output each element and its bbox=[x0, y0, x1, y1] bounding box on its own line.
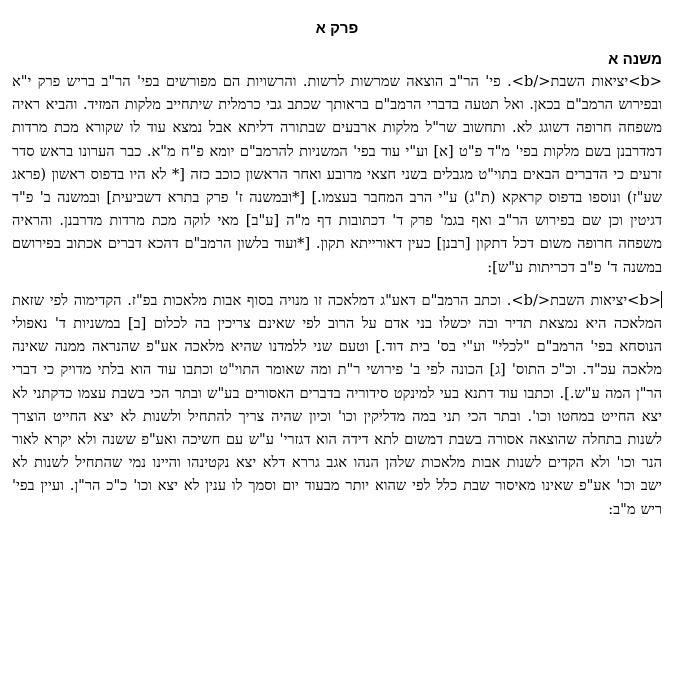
mishna-heading: משנה א bbox=[608, 51, 662, 68]
document-page bbox=[10, 10, 664, 521]
chapter-title: פרק א bbox=[315, 20, 359, 37]
commentary-paragraph-2-text: <b>יציאות השבת</b>. וכתב הרמב"ם דאע"ג דמלאכה זו מנויה בסוף אבות מלאכות בפ"ז. הקדימוה לפי שזאת המלאכה היא נמצאת תדיר ובה יכשלו בני אדם על הרוב לפי שאינם צריכין בה לכלום [ב] במשניות ד' נאפולי הנוסחא בפי' הרמב"ם "לכלי" וע"י בס' בית דוד.] וטעם שני ללמדנו שהיא מלאכה אע"פ שהנראה ממנה שאינה מלאכה עכ"ד. וכ"כ התוס' [ג] הכונה לפי ב' פירושי ר"ת ומה שאומר התוי"ט וכתבו עוד הוא בלתי מדויק כי דברי הר"ן המה ע"ש.]. וכתבו עוד דתנא בעי למינקט סידוריה בדברים האסורים בע"ש ובתר הכי בשבת עצמו כדקתני לא יצא החייט במחטו וכו'. ובתר הכי תני במה מדליקין וכו' וכיון שהיה צריך להתחיל ולשנות לא יצא החייט הוצרך לשנות בתחלה שהוצאה אסורה בשבת דמשום לתא דידה הוא דגזרי' ע"ש עם חשיכה ואע"פ ששנה ולא יקרא לאור הנר וכו' ולא הקדים לשנות אבות מלאכות שלהן הנהו אגב גררא דלא יצא נקטינהו והיינו נמי שהתחיל לשנות לא ישב וכו' אע"פ שאינו מאיסור שבת כלל לפי שהוא יותר מבעוד יום וסמך לו ענין לא יצא וכו' כ"כ הר"ן. ועיין בפי' ריש מ"ב: bbox=[12, 291, 662, 518]
text-cursor bbox=[661, 291, 662, 308]
commentary-paragraph-1[interactable]: <b>יציאות השבת</b>. פי' הר"ב הוצאה שמרשות לרשות. והרשויות הם מפורשים בפי' הר"ב בריש פרק י"א ובפירוש הרמב"ם בכאן. ואל תטעה בדברי הרמב"ם בראותך שכתב גבי כרמלית שיתחייב מלקות המזיד. והביא ראיה משפחה חרופה דשוגג לא. ותחשוב שר"ל מלקות ארבעים שבתורה דליתא אבל נמצא עוד לו שקורא מכת מרדות דמדרבנן בשם מלקות בפי' מ"ד פ"ט [א] וע"י עוד בפי' המשניות להרמב"ם יומא פ"ח מ"א. כבר הערונו בראש סדר זרעים כי הדברים הבאים בתוי"ט מגבלים בשני חצאי מרובע ואחר הראשון כוכב כזה [* לא היו בדפוס ראשון (פראג שע"ז) ונוספו בדפוס קראקא (ת"ג) ע"י הרב המחבר בעצמו.] [*ובמשנה ז' פרק בתרא דשביעית] ובמשנה ב' פ"ד דגיטין וכן שם בפירוש הר"ב ואף בגמ' פרק ד' דכתובות דף מ"ה [ע"ב] מאי לוקה מכת מרדות מדרבנן. והראיה משפחה חרופה משום דכל דתקון [רבנן] כעין דאורייתא תקון. [*ועוד בלשון הרמב"ם דהכא דברים אכתוב בפירושם במשנה ד' פ"ב דכריתות ע"ש]: bbox=[12, 73, 662, 276]
commentary-paragraph-2[interactable] bbox=[12, 289, 662, 521]
